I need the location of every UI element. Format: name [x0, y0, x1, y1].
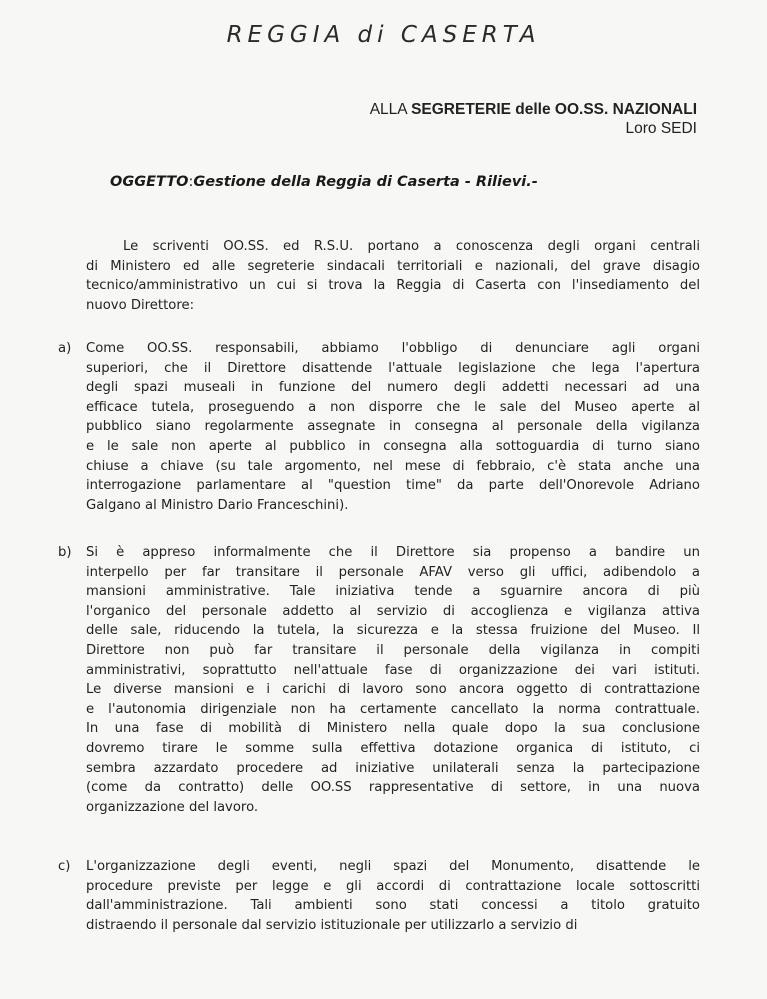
text-line: superiori, che il Direttore disattende l'attuale legislazione che lega l'apertura — [86, 360, 700, 376]
text-line: tecnico/amministrativo un cui si trova la Reggia di Caserta con l'insediamento del — [86, 278, 700, 294]
point-text — [86, 543, 700, 817]
text-line: l'organico del personale addetto al servizio di accoglienza e vigilanza attiva — [86, 603, 700, 619]
text-line: e le sale non aperte al pubblico in consegna alla sottoguardia di turno siano — [86, 438, 700, 454]
text-line: organizzazione del lavoro. — [86, 799, 259, 815]
subject-separator: : — [188, 174, 194, 190]
letter-heading: REGGIA di CASERTA — [226, 22, 541, 48]
text-line: Direttore non può far transitare il personale della vigilanza in compiti — [86, 642, 700, 658]
text-line: distraendo il personale dal servizio istituzionale per utilizzarlo a servizio di — [86, 917, 578, 933]
text-line: dovremo tirare le somme sulla effettiva dotazione organica di istituto, ci — [86, 740, 700, 756]
subject-line — [110, 174, 538, 190]
recipient-location: Loro SEDI — [625, 120, 697, 137]
recipient-prefix: ALLA — [369, 101, 412, 118]
text-line: efficace tutela, proseguendo a non disporre che le sale del Museo aperte al — [86, 399, 700, 415]
subject-text: Gestione della Reggia di Caserta - Rilievi.- — [193, 174, 538, 190]
text-line: chiuse a chiave (su tale argomento, nel mese di febbraio, c'è stata anche una — [86, 458, 700, 474]
text-line: interpello per far transitare il personale AFAV verso gli uffici, adibendolo a — [86, 564, 700, 580]
text-line: Come OO.SS. responsabili, abbiamo l'obbligo di denunciare agli organi — [86, 341, 700, 356]
point-marker: b) — [58, 545, 72, 560]
text-line: mansioni amministrative. Tale iniziativa tende a sguarnire ancora di più — [86, 584, 700, 600]
text-line: nuovo Direttore: — [86, 297, 195, 313]
point-marker: c) — [58, 859, 71, 874]
intro-paragraph — [86, 237, 700, 315]
text-line: Galgano al Ministro Dario Franceschini). — [86, 497, 349, 513]
text-line: pubblico siano regolarmente assegnate in consegna al personale della vigilanza — [86, 419, 700, 435]
text-line: amministrativi, soprattutto nell'attuale fase di organizzazione dei vari istituti. — [86, 662, 700, 678]
text-line: delle sale, riducendo la tutela, la sicurezza e la stessa fruizione del Museo. Il — [86, 623, 700, 639]
point-marker: a) — [58, 341, 72, 356]
text-line: di Ministero ed alle segreterie sindacali territoriali e nazionali, del grave disagio — [86, 258, 700, 274]
point-text — [86, 339, 700, 515]
point-text — [86, 857, 700, 935]
text-line: degli spazi museali in funzione del numero degli addetti necessari ad una — [86, 380, 700, 396]
text-line: Si è appreso informalmente che il Direttore sia propenso a bandire un — [86, 545, 700, 560]
text-line: Le scriventi OO.SS. ed R.S.U. portano a conoscenza degli organi centrali — [123, 239, 700, 254]
text-line: sembra azzardato procedere ad iniziative unilaterali senza la partecipazione — [86, 760, 700, 776]
text-line: dall'amministrazione. Tali ambienti sono stati concessi a titolo gratuito — [86, 898, 700, 914]
text-line: In una fase di mobilità di Ministero nella quale dopo la sua conclusione — [86, 721, 700, 737]
text-line: Le diverse mansioni e i carichi di lavoro sono ancora oggetto di contrattazione — [86, 682, 700, 698]
text-line: procedure previste per legge e gli accordi di contrattazione locale sottoscritti — [86, 878, 700, 894]
subject-label: OGGETTO — [110, 174, 189, 190]
text-line: (come da contratto) delle OO.SS rappresentative di settore, in una nuova — [86, 780, 700, 796]
text-line: interrogazione parlamentare al "question time" da parte dell'Onorevole Adriano — [86, 478, 700, 494]
recipient-line — [370, 101, 697, 119]
text-line: L'organizzazione degli eventi, negli spazi del Monumento, disattende le — [86, 859, 700, 874]
recipient-name: SEGRETERIE delle OO.SS. NAZIONALI — [411, 101, 697, 118]
text-line: e l'autonomia dirigenziale non ha certamente cancellato la norma contrattuale. — [86, 701, 700, 717]
